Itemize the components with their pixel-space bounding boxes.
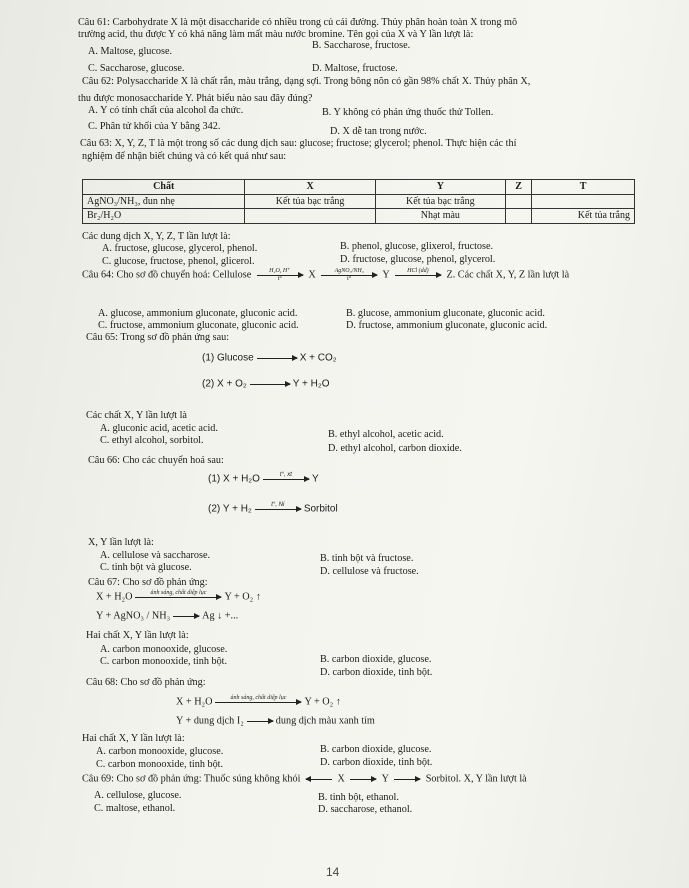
q68-option-a[interactable]: A. carbon monooxide, glucose. xyxy=(96,746,224,757)
reaction-arrow-icon: ánh sáng, chất diệp lục xyxy=(215,695,301,709)
reaction-arrow-icon: HCl (dd) xyxy=(395,268,441,282)
q61-line2: trường acid, thu được Y có khả năng làm mất màu nước bromine. Tên gọi của X và Y lần lượt là: xyxy=(78,29,474,40)
q67-line2: Hai chất X, Y lần lượt là: xyxy=(86,630,189,641)
q61-option-d[interactable]: D. Maltose, fructose. xyxy=(312,63,398,74)
q63-line3: Các dung dịch X, Y, Z, T lần lượt là: xyxy=(82,231,231,242)
q64-option-d[interactable]: D. fructose, ammonium gluconate, gluconic acid. xyxy=(346,320,548,331)
q67-option-b[interactable]: B. carbon dioxide, glucose. xyxy=(320,654,432,665)
reverse-arrow-icon xyxy=(306,772,332,786)
table-header-cell: X xyxy=(245,180,375,195)
table-header-cell: Y xyxy=(375,180,505,195)
q61-line1: Câu 61: Carbohydrate X là một disaccharide có nhiều trong củ cải đường. Thủy phân hoàn toàn X trong mô xyxy=(78,17,518,28)
reaction-arrow-icon xyxy=(350,772,376,786)
q62-line2: thu được monosaccharide Y. Phát biểu nào sau đây đúng? xyxy=(78,93,313,104)
q61-option-c[interactable]: C. Saccharose, glucose. xyxy=(88,63,185,74)
q65-reaction-1: (1) Glucose X + CO₂ xyxy=(202,352,337,364)
table-header-row xyxy=(83,180,635,195)
q67-reaction-2: Y + AgNO₃ / NH₃ Ag ↓ +... xyxy=(96,610,239,622)
q68-option-c[interactable]: C. carbon monooxide, tinh bột. xyxy=(96,759,224,770)
q62-line1: Câu 62: Polysaccharide X là chất rắn, màu trắng, dạng sợi. Trong bông nõn có gần 98% chất X. Thủy phân X, xyxy=(82,76,531,87)
q66-reaction-2: (2) Y + H₂ t°, Ni Sorbitol xyxy=(208,502,338,515)
q62-option-b[interactable]: B. Y không có phản ứng thuốc thử Tollen. xyxy=(322,107,494,118)
reaction-arrow-icon: ánh sáng, chất diệp lục xyxy=(135,590,221,604)
q69-option-d[interactable]: D. saccharose, ethanol. xyxy=(318,804,413,815)
q69-option-c[interactable]: C. maltose, ethanol. xyxy=(94,803,176,814)
q64-option-c[interactable]: C. fructose, ammonium gluconate, gluconic acid. xyxy=(98,320,299,331)
reaction-arrow-icon xyxy=(250,377,290,391)
q66-option-c[interactable]: C. tinh bột và glucose. xyxy=(100,562,192,573)
q64-option-a[interactable]: A. glucose, ammonium gluconate, gluconic acid. xyxy=(98,308,298,319)
q66-option-a[interactable]: A. cellulose và saccharose. xyxy=(100,550,211,561)
table-header-cell: Z xyxy=(505,180,531,195)
table-cell: Kết tủa bạc trắng xyxy=(375,194,505,209)
q66-option-d[interactable]: D. cellulose và fructose. xyxy=(320,566,419,577)
reaction-arrow-icon: AgNO₃/NH₃ t° xyxy=(321,268,377,282)
reaction-arrow-icon: $\frac{\text{H₂O, H⁺}}{t^\circ}$ xyxy=(257,268,303,282)
q63-option-c[interactable]: C. glucose, fructose, phenol, glicerol. xyxy=(102,256,255,267)
q62-option-d[interactable]: D. X dễ tan trong nước. xyxy=(330,126,427,137)
q65-line1: Câu 65: Trong sơ đồ phản ứng sau: xyxy=(86,332,230,343)
q65-reaction-2: (2) X + O₂ Y + H₂O xyxy=(202,378,330,390)
reaction-arrow-icon xyxy=(247,714,273,728)
q63-option-b[interactable]: B. phenol, glucose, glixerol, fructose. xyxy=(340,241,494,252)
table-row xyxy=(83,194,635,209)
q65-option-b[interactable]: B. ethyl alcohol, acetic acid. xyxy=(328,429,444,440)
q68-option-d[interactable]: D. carbon dioxide, tinh bột. xyxy=(320,757,433,768)
q68-line2: Hai chất X, Y lần lượt là: xyxy=(82,733,185,744)
q65-option-c[interactable]: C. ethyl alcohol, sorbitol. xyxy=(100,435,204,446)
q67-reaction-1: X + H₂O ánh sáng, chất diệp lục Y + O₂ ↑ xyxy=(96,590,261,603)
q67-option-c[interactable]: C. carbon monooxide, tinh bột. xyxy=(100,656,228,667)
q61-option-a[interactable]: A. Maltose, glucose. xyxy=(88,46,173,57)
q66-option-b[interactable]: B. tinh bột và fructose. xyxy=(320,553,414,564)
table-cell xyxy=(505,194,531,209)
reaction-arrow-icon xyxy=(257,351,297,365)
q63-line1: Câu 63: X, Y, Z, T là một trong số các dung dịch sau: glucose; fructose; glycerol; phenol. Thực hiện các thí xyxy=(80,138,517,149)
reaction-arrow-icon: t°, Ni xyxy=(255,502,301,516)
reaction-arrow-icon xyxy=(394,772,420,786)
q67-option-a[interactable]: A. carbon monooxide, glucose. xyxy=(100,644,228,655)
q66-line1: Câu 66: Cho các chuyển hoá sau: xyxy=(88,455,224,466)
q69-option-b[interactable]: B. tinh bột, ethanol. xyxy=(318,792,399,803)
q68-option-b[interactable]: B. carbon dioxide, glucose. xyxy=(320,744,432,755)
q65-option-a[interactable]: A. gluconic acid, acetic acid. xyxy=(100,423,218,434)
q63-option-a[interactable]: A. fructose, glucose, glycerol, phenol. xyxy=(102,243,258,254)
q66-line2: X, Y lần lượt là: xyxy=(88,537,154,548)
table-header-cell: Chất xyxy=(83,180,245,195)
page-number: 14 xyxy=(326,865,340,879)
table-cell: Br₂/H₂O xyxy=(83,209,245,224)
reaction-arrow-icon: t°, xt xyxy=(263,472,309,486)
q63-line2: nghiệm để nhận biết chúng và có kết quả như sau: xyxy=(82,151,287,162)
q68-line1: Câu 68: Cho sơ đồ phản ứng: xyxy=(86,677,206,688)
table-cell: Kết tủa bạc trắng xyxy=(245,194,375,209)
q67-line1: Câu 67: Cho sơ đồ phản ứng: xyxy=(88,577,208,588)
q63-result-table xyxy=(82,179,635,224)
table-cell: Nhạt màu xyxy=(375,209,505,224)
q63-option-d[interactable]: D. fructose, glucose, phenol, glycerol. xyxy=(340,254,496,265)
table-cell: AgNO₃/NH₃, đun nhẹ xyxy=(83,194,245,209)
q64-option-b[interactable]: B. glucose, ammonium gluconate, gluconic acid. xyxy=(346,308,545,319)
table-header-cell: T xyxy=(532,180,635,195)
table-cell xyxy=(245,209,375,224)
q65-line2: Các chất X, Y lần lượt là xyxy=(86,410,187,421)
table-cell: Kết tủa trắng xyxy=(532,209,635,224)
q66-reaction-1: (1) X + H₂O t°, xt Y xyxy=(208,472,319,485)
reaction-arrow-icon xyxy=(173,609,199,623)
q68-reaction-1: X + H₂O ánh sáng, chất diệp lục Y + O₂ ↑ xyxy=(176,695,341,708)
q61-option-b[interactable]: B. Saccharose, fructose. xyxy=(312,40,411,51)
q68-reaction-2: Y + dung dịch I₂ dung dịch màu xanh tím xyxy=(176,715,375,727)
q62-option-c[interactable]: C. Phân tử khối của Y bằng 342. xyxy=(88,121,221,132)
table-cell xyxy=(532,194,635,209)
q69-option-a[interactable]: A. cellulose, glucose. xyxy=(94,790,182,801)
q65-option-d[interactable]: D. ethyl alcohol, carbon dioxide. xyxy=(328,443,462,454)
table-row xyxy=(83,209,635,224)
q67-option-d[interactable]: D. carbon dioxide, tinh bột. xyxy=(320,667,433,678)
q64-start: Câu 64: Cho sơ đồ chuyển hoá: Cellulose xyxy=(82,269,252,281)
table-cell xyxy=(505,209,531,224)
q62-option-a[interactable]: A. Y có tính chất của alcohol đa chức. xyxy=(88,105,244,116)
q64-scheme: Câu 64: Cho sơ đồ chuyển hoá: Cellulose $\frac{\text{H₂O, H⁺}}{t^\circ}$ X AgNO₃/NH₃ t° Y HCl (dd) Z. Các chất X, Y, Z lần lượt là xyxy=(82,268,570,282)
q69-scheme: Câu 69: Cho sơ đồ phản ứng: Thuốc súng không khói X Y Sorbitol. X, Y lần lượt là xyxy=(82,773,527,785)
